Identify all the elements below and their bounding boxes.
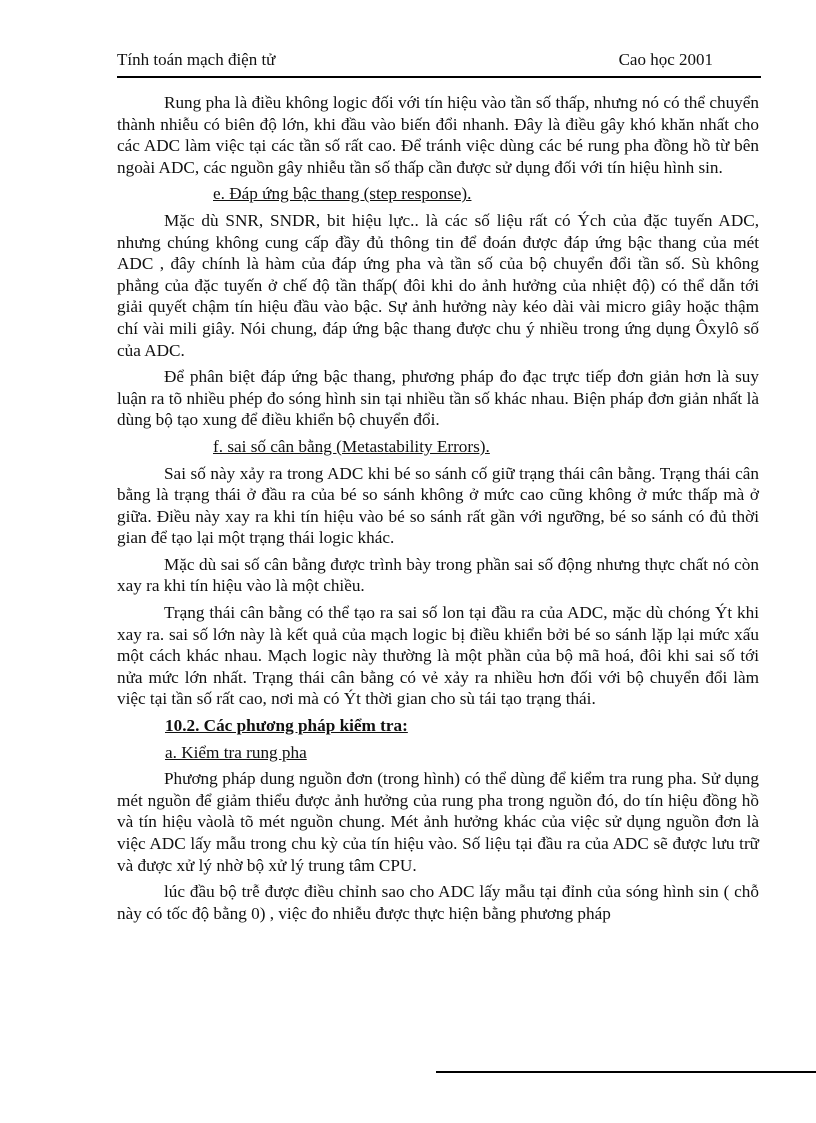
heading-test-methods: 10.2. Các phương pháp kiểm tra: (165, 716, 408, 736)
paragraph-metastability-def: Sai số này xảy ra trong ADC khi bé so sánh cố giữ trạng thái cân bằng. Trạng thái cân bằng là trạng thái ở đầu ra của bé so sánh không ở mức cao cũng không ở mức thấp mà ở giữa. Điều này xay ra khi tín hiệu vào bé so sánh rất gần với ngưỡng, bé so sánh có đủ thời gian để tạo lại một trạng thái logic khác. (117, 463, 759, 548)
paragraph-step-response: Mặc dù SNR, SNDR, bit hiệu lực.. là các số liệu rất có Ých của đặc tuyến ADC, nhưng chúng không cung cấp đầy đủ thông tin để đoán được đáp ứng bậc thang của mét ADC , đây chính là hàm của đáp ứng pha và tần số của bộ chuyển đổi tần số. Sù không phẳng của đặc tuyến ở chế độ tần thấp( đôi khi do ảnh hưởng của nhiệt độ) có thể dẫn tới giải quyết chậm tín hiệu đầu vào bậc. Sự ảnh hưởng này kéo dài vài micro giây hoặc thậm chí vài mili giây. Nói chung, đáp ứng bậc thang được chu ý nhiều trong ứng dụng Ôxylô số của ADC. (117, 210, 759, 360)
paragraph-single-source: Phương pháp dung nguồn đơn (trong hình) có thể dùng để kiểm tra rung pha. Sử dụng mét nguồn để giảm thiểu được ảnh hưởng của rung pha trong nguồn đó, do tín hiệu đồng hồ và tín hiệu vàolà tõ mét nguồn chung. Mét ảnh hưởng khác của việc sử dụng nguồn đơn là việc ADC lấy mẫu trong chu kỳ của tín hiệu vào. Số liệu tại đầu ra của ADC sẽ được lưu trữ và được xử lý nhờ bộ xử lý trung tâm CPU. (117, 769, 759, 875)
paragraph-step-measure: Để phân biệt đáp ứng bậc thang, phương pháp đo đạc trực tiếp đơn giản hơn là suy luận ra tõ nhiều phép đo sóng hình sin tại nhiều tần số khác nhau. Biện pháp đơn giản nhất là dùng bộ tạo xung để điều khiển bộ chuyển đổi. (117, 367, 759, 430)
heading-metastability: f. sai số cân bằng (Metastability Errors). (213, 436, 490, 456)
header-divider (117, 76, 761, 78)
paragraph-metastability-dc: Mặc dù sai số cân bằng được trình bày trong phần sai số động nhưng thực chất nó còn xay ra khi tín hiệu vào là một chiều. (117, 554, 759, 596)
footer-divider (436, 1071, 816, 1073)
page-body (117, 92, 759, 929)
paragraph-metastability-effect: Trạng thái cân bằng có thể tạo ra sai số lon tại đầu ra của ADC, mặc dù chóng Ýt khi xay ra. sai số lớn này là kết quả của mạch logic bị điều khiển bởi bé so sánh lặp lại mức xấu một cách khác nhau. Mạch logic này thường là một phần của bộ mã hoá, đôi khi sai số tới nửa mức lớn nhất. Trạng thái cân bằng có vẻ xảy ra nhiều hơn đối với bộ chuyển đổi làm việc tại tần số rất cao, nơi mà có Ýt thời gian cho sù tái tạo trạng thái. (117, 603, 759, 709)
paragraph-delay-adjust: lúc đầu bộ trễ được điều chỉnh sao cho ADC lấy mẫu tại đỉnh của sóng hình sin ( chỗ này có tốc độ bằng 0) , việc đo nhiễu được thực hiện bằng phương pháp (117, 882, 759, 923)
header-course: Cao học 2001 (618, 50, 713, 69)
heading-jitter-test: a. Kiểm tra rung pha (165, 742, 307, 762)
page-header (117, 50, 761, 76)
header-title: Tính toán mạch điện tử (117, 50, 276, 69)
paragraph-jitter-intro: Rung pha là điều không logic đối với tín hiệu vào tần số thấp, nhưng nó có thể chuyển thành nhiễu có biên độ lớn, khi đầu vào biến đổi nhanh. Đây là điều gây khó khăn nhất cho các ADC làm việc tại các tần số rất cao. Để tránh việc dùng các bé rung pha đồng hồ từ bên ngoài ADC, các nguồn gây nhiễu tần số thấp cần được sử dụng đối với tín hiệu hình sin. (117, 93, 759, 177)
heading-step-response: e. Đáp ứng bậc thang (step response). (213, 184, 472, 204)
